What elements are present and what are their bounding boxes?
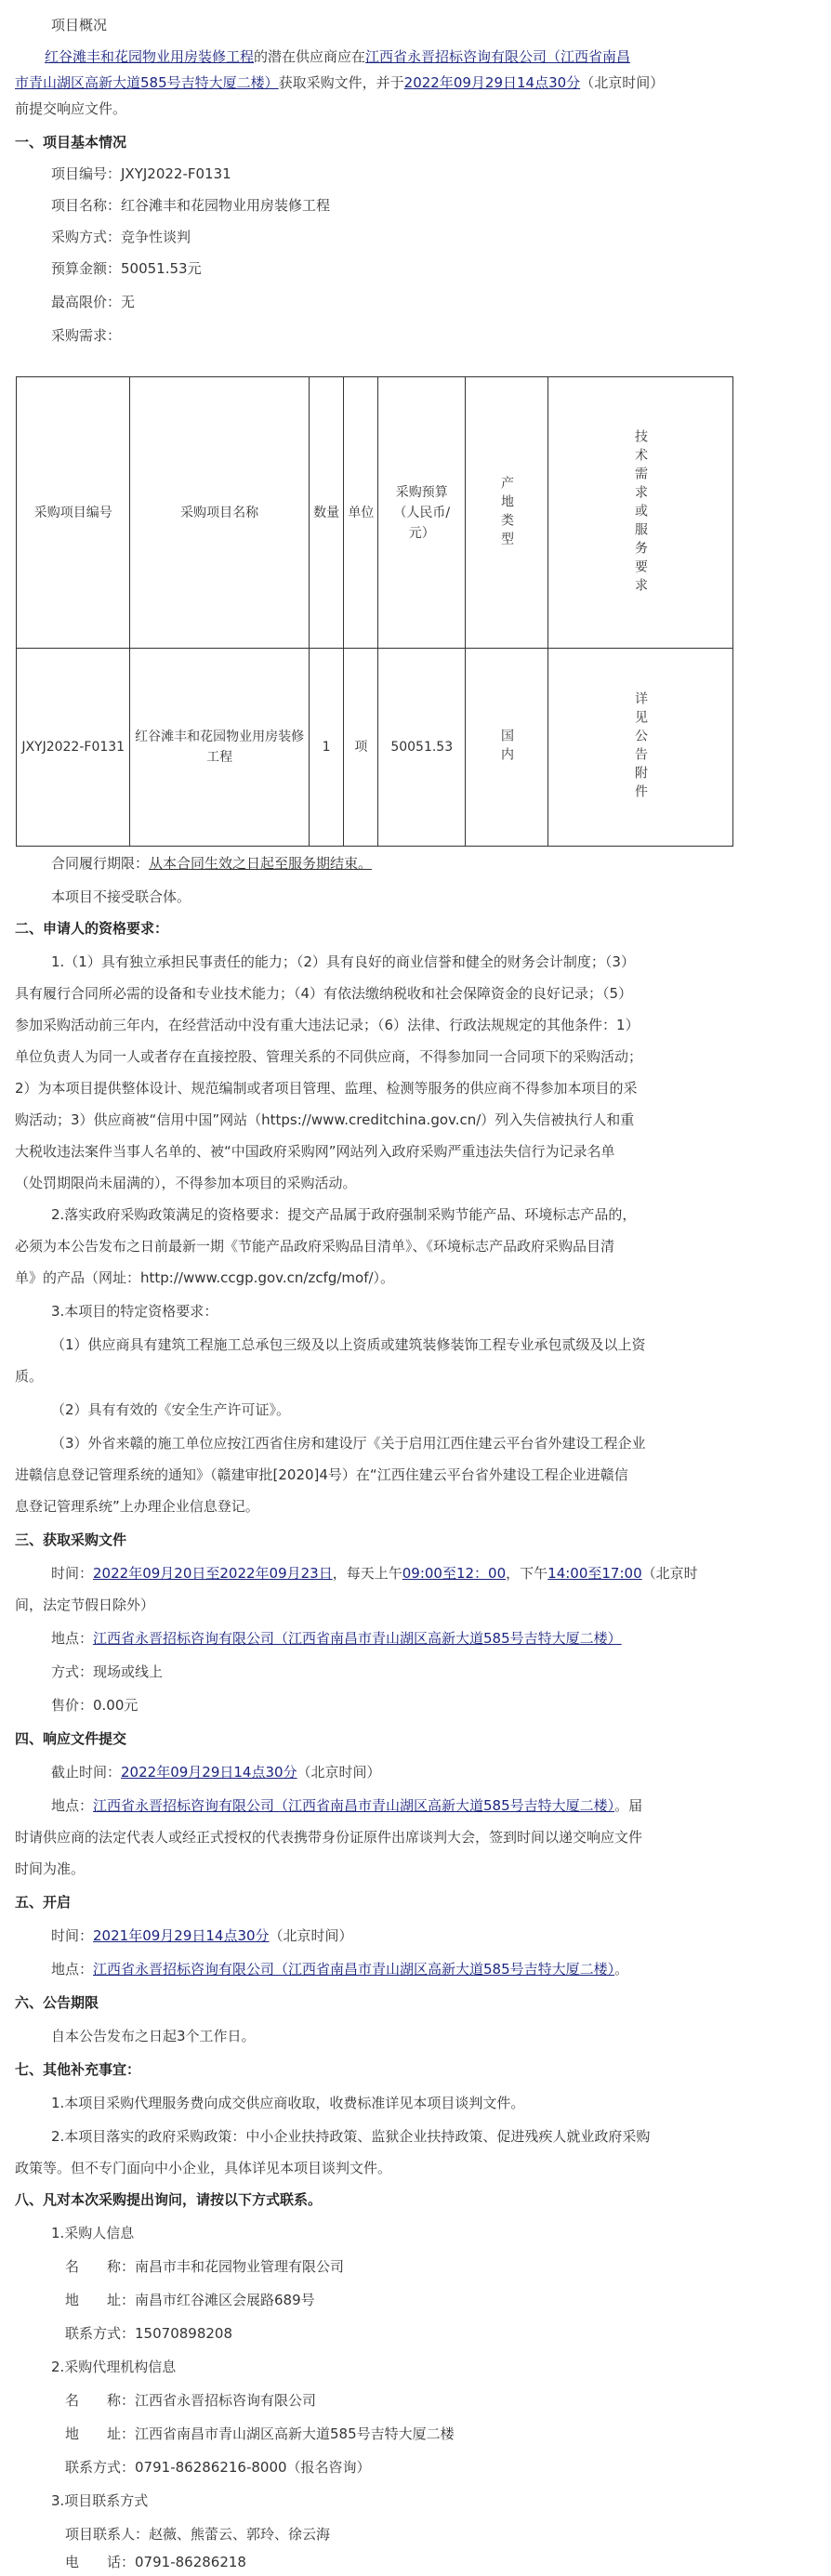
section-2-title: 二、申请人的资格要求： [15,920,169,937]
table-cell: 50051.53 [378,649,465,847]
policy-line: 单》的产品（网址：http://www.ccgp.gov.cn/zcfg/mof/）。 [15,1269,395,1286]
header-vertical-text: 产地类型 [498,475,514,550]
section-8-title: 八、凡对本次采购提出询问，请按以下方式联系。 [15,2191,323,2208]
project-number: 项目编号：JXYJ2022-F0131 [51,165,231,182]
project-link[interactable]: 红谷滩丰和花园物业用房装修工程 [45,48,255,65]
obtain-price: 售价：0.00元 [51,1697,138,1714]
section-5-title: 五、开启 [15,1894,72,1911]
obtain-place: 地点：江西省永晋招标咨询有限公司（江西省南昌市青山湖区高新大道585号吉特大厦二楼） [51,1630,622,1647]
policy-line: 必须为本公告发布之日前最新一期《节能产品政府采购品目清单》、《环境标志产品政府采购品目清 [15,1238,615,1255]
section-4-title: 四、响应文件提交 [15,1730,127,1747]
submit-place-link[interactable]: 江西省永晋招标咨询有限公司（江西省南昌市青山湖区高新大道585号吉特大厦二楼） [93,1797,615,1814]
submission-deadline: 2022年09月29日14点30分 [403,74,581,91]
buyer-contact: 联系方式：15070898208 [65,2325,232,2342]
requirements-table [16,376,733,847]
agency-link[interactable]: 江西省永晋招标咨询有限公司（江西省南昌 [365,48,631,65]
obtain-time-cont: 间，法定节假日除外） [15,1597,155,1613]
qual-line: 参加采购活动前三年内，在经营活动中没有重大违法记录；（6）法律、行政法规规定的其他条件：1） [15,1017,640,1033]
header-vertical-text: 技术需求或服务要求 [632,428,648,597]
table-cell: 项 [344,649,378,847]
header-cell: 采购项目名称 [130,377,310,649]
table-header-row [17,377,733,649]
buyer-address: 地 址：南昌市红谷滩区会展路689号 [65,2292,315,2308]
specific-req-line: 质。 [15,1368,44,1385]
agency-info-title: 2.采购代理机构信息 [51,2359,177,2375]
qual-line: 2）为本项目提供整体设计、规范编制或者项目管理、监理、检测等服务的供应商不得参加本项目的采 [15,1080,638,1097]
budget-amount: 预算金额：50051.53元 [51,260,202,277]
section-7-title: 七、其他补充事宜： [15,2061,141,2078]
buyer-name: 名 称：南昌市丰和花园物业管理有限公司 [65,2258,345,2275]
table-row [17,649,733,847]
project-contact-title: 3.项目联系方式 [51,2492,149,2509]
open-time: 时间：2021年09月29日14点30分（北京时间） [51,1927,353,1944]
no-consortium: 本项目不接受联合体。 [51,888,191,905]
project-phone: 电 话：0791-86286218 [65,2554,246,2570]
table-cell [465,649,547,847]
agency-name: 名 称：江西省永晋招标咨询有限公司 [65,2392,317,2409]
section-1-title: 一、项目基本情况 [15,134,127,151]
specific-req-line: 息登记管理系统”上办理企业信息登记。 [15,1498,259,1515]
section-3-title: 三、获取采购文件 [15,1531,127,1548]
table-cell: 1 [309,649,343,847]
qual-line: 单位负责人为同一人或者存在直接控股、管理关系的不同供应商，不得参加同一合同项下的采购活动； [15,1048,643,1065]
intro-line-2: 市青山湖区高新大道585号吉特大厦二楼）获取采购文件，并于2022年09月29日14点30分（北京时间） [15,74,665,91]
header-cell: 单位 [344,377,378,649]
header-cell: 数量 [309,377,343,649]
buyer-info-title: 1.采购人信息 [51,2225,135,2241]
submit-note: 时间为准。 [15,1860,86,1877]
specific-req-title: 3.本项目的特定资格要求： [51,1303,218,1320]
overview-heading: 项目概况 [51,17,108,33]
open-place-link[interactable]: 江西省永晋招标咨询有限公司（江西省南昌市青山湖区高新大道585号吉特大厦二楼） [93,1961,615,1978]
header-cell: 采购预算（人民币/元） [378,377,465,649]
table-cell [547,649,732,847]
specific-req-line: 进赣信息登记管理系统的通知》（赣建审批[2020]4号）在“江西住建云平台省外建设工程企业进赣信 [15,1466,628,1483]
header-cell [465,377,547,649]
obtain-way: 方式：现场或线上 [51,1663,164,1680]
supplement-item: 2.本项目落实的政府采购政策：中小企业扶持政策、监狱企业扶持政策、促进残疾人就业政府采购 [51,2128,651,2145]
project-name: 项目名称：红谷滩丰和花园物业用房装修工程 [51,197,331,214]
intro-line-1: 红谷滩丰和花园物业用房装修工程的潜在供应商应在江西省永晋招标咨询有限公司（江西省南昌 [45,48,631,65]
max-price: 最高限价：无 [51,294,136,310]
table-vertical-text: 国内 [498,729,514,766]
policy-line: 2.落实政府采购政策满足的资格要求：提交产品属于政府强制采购节能产品、环境标志产品的， [51,1206,637,1223]
contract-period: 合同履行期限：从本合同生效之日起至服务期结束。 [51,855,373,872]
qual-line: 1.（1）具有独立承担民事责任的能力；（2）具有良好的商业信誉和健全的财务会计制度；（3） [51,953,635,970]
submit-note: 时请供应商的法定代表人或经正式授权的代表携带身份证原件出席谈判大会，签到时间以递交响应文件 [15,1829,643,1846]
agency-address-link[interactable]: 市青山湖区高新大道585号吉特大厦二楼） [15,74,279,91]
obtain-time: 时间：2022年09月20日至2022年09月23日，每天上午09:00至12：00，下午14:00至17:00（北京时 [51,1565,698,1582]
intro-line-3: 前提交响应文件。 [15,100,127,117]
procurement-method: 采购方式：竞争性谈判 [51,229,191,245]
specific-req-line: （1）供应商具有建筑工程施工总承包三级及以上资质或建筑装修装饰工程专业承包贰级及以上资 [51,1336,646,1353]
demand-label: 采购需求： [51,327,122,344]
header-cell [547,377,732,649]
header-cell: 采购项目编号 [17,377,130,649]
open-place: 地点：江西省永晋招标咨询有限公司（江西省南昌市青山湖区高新大道585号吉特大厦二楼）。 [51,1961,629,1978]
supplement-item: 政策等。但不专门面向中小企业，具体详见本项目谈判文件。 [15,2160,392,2176]
specific-req-line: （2）具有有效的《安全生产许可证》。 [51,1401,291,1418]
obtain-place-link[interactable]: 江西省永晋招标咨询有限公司（江西省南昌市青山湖区高新大道585号吉特大厦二楼） [93,1630,622,1647]
agency-address: 地 址：江西省南昌市青山湖区高新大道585号吉特大厦二楼 [65,2425,455,2442]
submit-deadline: 截止时间：2022年09月29日14点30分（北京时间） [51,1764,381,1781]
qual-line: （处罚期限尚未届满的），不得参加本项目的采购活动。 [15,1175,357,1191]
qual-line: 购活动；3）供应商被“信用中国”网站（https://www.creditchina.gov.cn/）列入失信被执行人和重 [15,1111,635,1128]
qual-line: 具有履行合同所必需的设备和专业技术能力；（4）有依法缴纳税收和社会保障资金的良好记录；（5） [15,985,633,1002]
qual-line: 大税收违法案件当事人名单的、被“中国政府采购网”网站列入政府采购严重违法失信行为记录名单 [15,1143,615,1160]
agency-contact: 联系方式：0791-86286216-8000（报名咨询） [65,2459,371,2476]
project-contact-people: 项目联系人：赵薇、熊蕾云、郭玲、徐云海 [65,2526,331,2543]
submit-place: 地点：江西省永晋招标咨询有限公司（江西省南昌市青山湖区高新大道585号吉特大厦二楼）。届 [51,1797,643,1814]
table-cell: 红谷滩丰和花园物业用房装修工程 [130,649,310,847]
section-6-title: 六、公告期限 [15,1994,99,2011]
table-vertical-text: 详见公告附件 [632,691,648,803]
specific-req-line: （3）外省来赣的施工单位应按江西省住房和建设厅《关于启用江西住建云平台省外建设工程企业 [51,1435,646,1452]
notice-period: 自本公告发布之日起3个工作日。 [51,2028,256,2044]
table-cell: JXYJ2022-F0131 [17,649,130,847]
supplement-item: 1.本项目采购代理服务费向成交供应商收取，收费标准详见本项目谈判文件。 [51,2095,525,2111]
